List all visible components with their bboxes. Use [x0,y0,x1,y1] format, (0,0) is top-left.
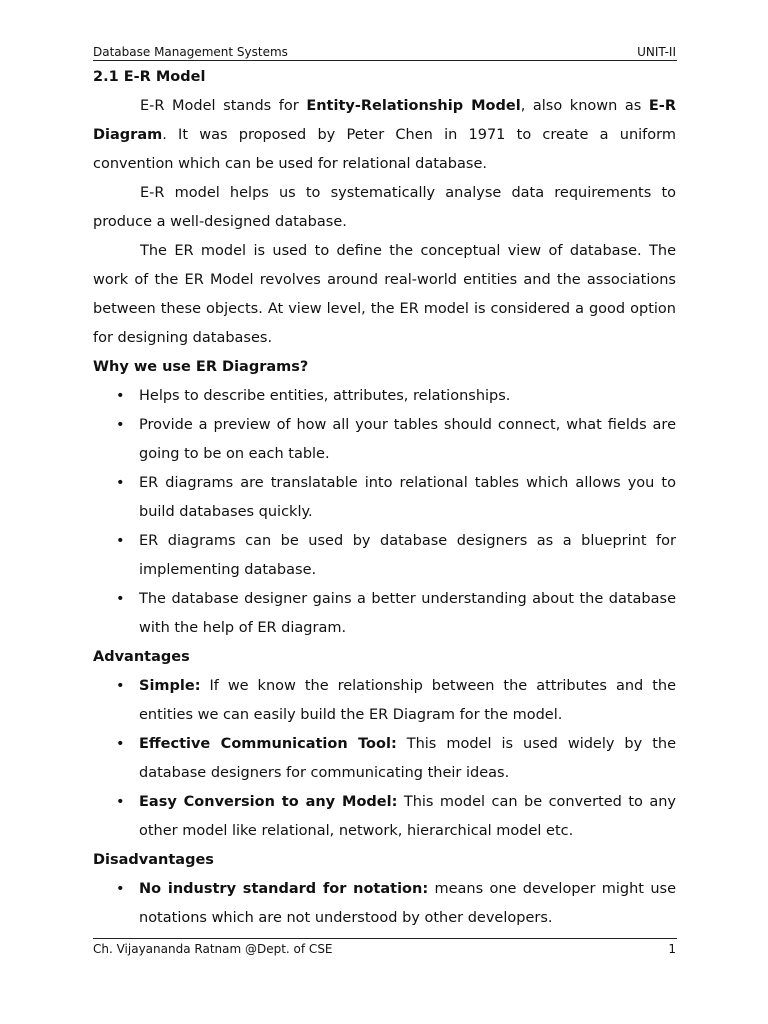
intro-text: . It was proposed by Peter Chen in 1971 to create a uniform convention which can be used for relational database. [93,127,676,172]
document-page [93,0,676,1024]
intro-term-entity-relationship: Entity-Relationship Model [306,98,521,114]
list-item-text: This model can be converted to any other model like relational, network, hierarchical model etc. [139,794,676,839]
list-item-text: ER diagrams are translatable into relational tables which allows you to build databases quickly. [139,475,676,520]
list-item-text: means one developer might use notations which are not understood by other developers. [139,881,676,926]
running-header [93,44,676,60]
section-title: 2.1 E-R Model [93,69,206,85]
list-item-text: Helps to describe entities, attributes, relationships. [139,388,511,404]
list-item [93,788,676,846]
bullet-icon: • [116,736,125,752]
running-footer [93,941,676,957]
disadvantages-list [93,875,676,933]
footer-author: Ch. Vijayananda Ratnam @Dept. of CSE [93,942,333,956]
list-item [93,527,676,585]
intro-text: E-R Model stands for [140,98,307,114]
header-rule [93,60,677,61]
header-course-title: Database Management Systems [93,45,288,59]
bullet-icon: • [116,794,125,810]
page-number: 1 [668,942,676,956]
document-body [93,63,676,933]
header-unit-label: UNIT-II [637,45,676,59]
list-item [93,382,676,411]
bullet-icon: • [116,591,125,607]
intro-text: , also known as [520,98,649,114]
list-item-text: ER diagrams can be used by database designers as a blueprint for implementing database. [139,533,676,578]
list-item [93,730,676,788]
list-item-text: This model is used widely by the database designers for communicating their ideas. [139,736,676,781]
bullet-icon: • [116,417,125,433]
list-item-term: Effective Communication Tool: [139,736,397,752]
bullet-icon: • [116,881,125,897]
disadvantages-heading: Disadvantages [93,852,214,868]
list-item [93,469,676,527]
intro-term-er-diagram: E-R Diagram [93,98,676,143]
advantages-heading: Advantages [93,649,190,665]
bullet-icon: • [116,678,125,694]
list-item [93,672,676,730]
list-item-text: If we know the relationship between the attributes and the entities we can easily build the ER Diagram for the model. [139,678,676,723]
why-heading: Why we use ER Diagrams? [93,359,309,375]
why-list [93,382,676,643]
advantages-list [93,672,676,846]
list-item [93,875,676,933]
list-item-term: Simple: [139,678,201,694]
intro-paragraph-3: The ER model is used to define the conceptual view of database. The work of the ER Model revolves around real-world entities and the associations between these objects. At view level, the ER model is considered a good option for designing databases. [93,243,676,346]
bullet-icon: • [116,475,125,491]
intro-paragraph-2: E-R model helps us to systematically analyse data requirements to produce a well-designed database. [93,185,676,230]
list-item-term: No industry standard for notation: [139,881,429,897]
list-item-text: The database designer gains a better understanding about the database with the help of ER diagram. [139,591,676,636]
intro-paragraph-1 [93,92,676,179]
list-item [93,585,676,643]
bullet-icon: • [116,388,125,404]
list-item-term: Easy Conversion to any Model: [139,794,398,810]
list-item [93,411,676,469]
footer-rule [93,938,677,939]
bullet-icon: • [116,533,125,549]
list-item-text: Provide a preview of how all your tables should connect, what fields are going to be on each table. [139,417,676,462]
